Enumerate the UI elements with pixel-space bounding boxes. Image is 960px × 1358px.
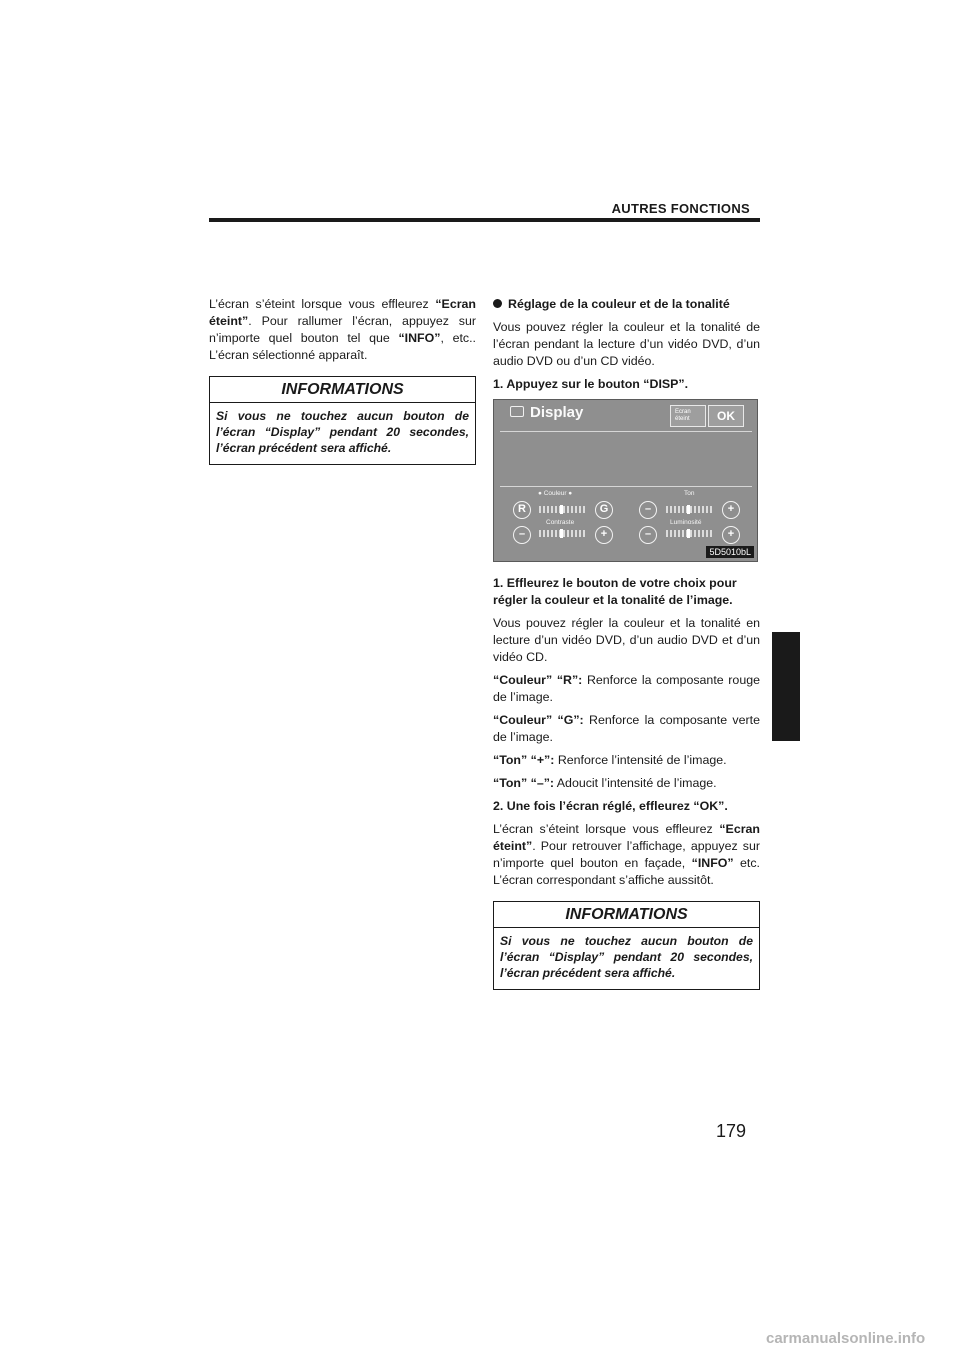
step-2: 2. Une fois l’écran réglé, effleurez “OK”. [493, 799, 728, 813]
contraste-label: Contraste [546, 519, 575, 526]
section-title: AUTRES FONCTIONS [611, 201, 750, 216]
screen-off-button[interactable]: Ecran éteint [670, 405, 706, 427]
ton-plus-button[interactable]: + [722, 501, 740, 519]
screen-off-paragraph-2: L’écran s’éteint lorsque vous effleurez “Ecran éteint”. Pour retrouver l’affichage, appuyez sur n’importe quel bouton en façade, “INFO” etc. L’écran correspondant s’affiche aussitôt. [493, 822, 760, 887]
adjust-paragraph: Vous pouvez régler la couleur et la tonalité en lecture d’un vidéo DVD, d’un audio DVD et d’un vidéo CD. [493, 616, 760, 664]
page-number: 179 [716, 1121, 747, 1141]
definition-couleur-r: “Couleur” “R”: Renforce la composante rouge de l’image. [493, 673, 760, 704]
information-title: INFORMATIONS [210, 377, 475, 403]
information-text: Si vous ne touchez aucun bouton de l’écran “Display” pendant 20 secondes, l’écran précédent sera affiché. [500, 934, 753, 980]
ton-minus-button[interactable]: – [639, 501, 657, 519]
image-code: 5D5010bL [706, 546, 754, 558]
screen-title: Display [530, 404, 584, 421]
couleur-label: ● Couleur ● [538, 490, 573, 497]
information-box [209, 376, 476, 465]
display-icon [510, 406, 524, 417]
couleur-g-button[interactable]: G [595, 501, 613, 519]
right-column [493, 296, 760, 990]
luminosite-level-bar [666, 530, 712, 537]
step-1b: 1. Effleurez le bouton de votre choix pour régler la couleur et la tonalité de l’image. [493, 576, 737, 607]
header-rule [209, 218, 760, 222]
definition-couleur-g: “Couleur” “G”: Renforce la composante verte de l’image. [493, 713, 760, 744]
couleur-r-button[interactable]: R [513, 501, 531, 519]
information-box [493, 901, 760, 990]
display-screen-illustration [493, 399, 758, 562]
chapter-tab [772, 632, 800, 741]
ton-level-bar [666, 506, 712, 513]
luminosite-minus-button[interactable]: – [639, 526, 657, 544]
section-heading: Réglage de la couleur et de la tonalité [493, 296, 760, 313]
information-text: Si vous ne touchez aucun bouton de l’écran “Display” pendant 20 secondes, l’écran précédent sera affiché. [216, 409, 469, 455]
information-title: INFORMATIONS [494, 902, 759, 928]
ton-label: Ton [684, 490, 695, 497]
definition-ton-plus: “Ton” “+”: Renforce l’intensité de l’image. [493, 753, 727, 767]
intro-paragraph: Vous pouvez régler la couleur et la tonalité de l’écran pendant la lecture d’un vidéo DVD, d’un audio DVD ou d’un CD vidéo. [493, 320, 760, 368]
luminosite-plus-button[interactable]: + [722, 526, 740, 544]
screen-off-paragraph: L’écran s’éteint lorsque vous effleurez “Ecran éteint”. Pour rallumer l’écran, appuyez sur n’importe quel bouton tel que “INFO”, etc.. L’écran sélectionné apparaît. [209, 297, 476, 362]
contraste-minus-button[interactable]: – [513, 526, 531, 544]
screen-divider [500, 486, 752, 487]
left-column [209, 296, 476, 465]
bullet-icon [493, 299, 502, 308]
contraste-plus-button[interactable]: + [595, 526, 613, 544]
watermark: carmanualsonline.info [766, 1330, 926, 1347]
step-1: 1. Appuyez sur le bouton “DISP”. [493, 377, 689, 391]
luminosite-label: Luminosité [670, 519, 702, 526]
screen-divider [500, 431, 752, 432]
contraste-level-bar [539, 530, 585, 537]
couleur-level-bar [539, 506, 585, 513]
definition-ton-minus: “Ton” “–”: Adoucit l’intensité de l’image. [493, 776, 717, 790]
ok-button[interactable]: OK [708, 405, 744, 427]
